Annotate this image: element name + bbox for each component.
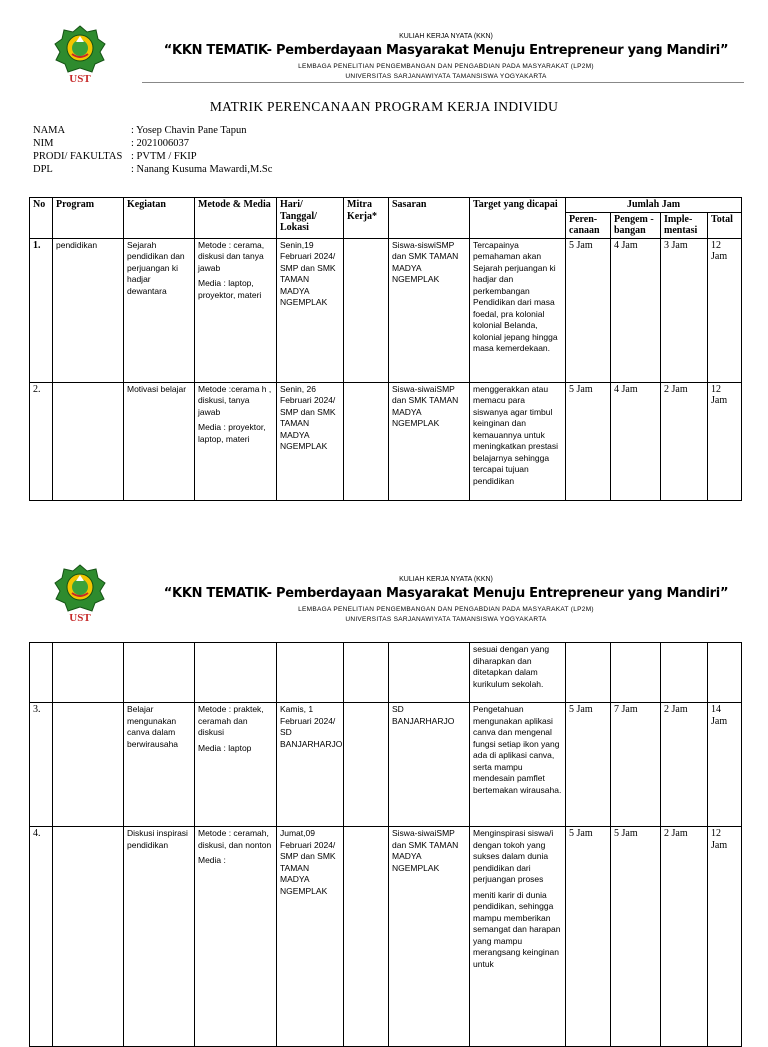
cell-mitra (344, 703, 389, 827)
cell-target (470, 703, 566, 827)
cell-program (53, 643, 124, 703)
col-header-implementasi: Imple-mentasi (661, 212, 708, 238)
table-row (30, 382, 742, 500)
info-label: PRODI/ FAKULTAS (33, 151, 123, 162)
cell-perencanaan: 5 Jam (566, 382, 611, 500)
header-program-label: KULIAH KERJA NYATA (KKN) (399, 576, 493, 583)
cell-mitra (344, 827, 389, 1047)
cell-sasaran: Siswa-siwaiSMP dan SMK TAMAN MADYA NGEMPLAK (389, 827, 470, 1047)
cell-no: 3. (30, 703, 53, 827)
cell-perencanaan: 5 Jam (566, 827, 611, 1047)
cell-total (708, 643, 742, 703)
cell-total: 12 Jam (708, 238, 742, 382)
cell-program (53, 827, 124, 1047)
info-value: : Nanang Kusuma Mawardi,M.Sc (131, 164, 273, 175)
table-row (30, 238, 742, 382)
cell-metode (195, 643, 277, 703)
cell-perencanaan (566, 643, 611, 703)
cell-target (470, 827, 566, 1047)
cell-sasaran (389, 643, 470, 703)
cell-target (470, 643, 566, 703)
svg-text:UST: UST (69, 73, 91, 84)
cell-total: 14 Jam (708, 703, 742, 827)
header-institute: LEMBAGA PENELITIAN PENGEMBANGAN DAN PENGABDIAN PADA MASYARAKAT (LP2M) (298, 606, 594, 613)
university-logo (54, 563, 106, 623)
program-table-continued (29, 642, 742, 1047)
table-row (30, 703, 742, 827)
info-value: : 2021006037 (131, 138, 190, 149)
cell-hari: Senin,19 Februari 2024/ SMP dan SMK TAMAN MADYA NGEMPLAK (277, 238, 344, 382)
cell-no: 2. (30, 382, 53, 500)
cell-pengembangan: 5 Jam (611, 827, 661, 1047)
program-table (29, 197, 742, 501)
cell-perencanaan: 5 Jam (566, 238, 611, 382)
cell-program (53, 382, 124, 500)
cell-implementasi (661, 643, 708, 703)
cell-no: 4. (30, 827, 53, 1047)
cell-target (470, 382, 566, 500)
cell-sasaran: Siswa-siwaiSMP dan SMK TAMAN MADYA NGEMPLAK (389, 382, 470, 500)
table-row (30, 827, 742, 1047)
cell-kegiatan: Diskusi inspirasi pendidikan (124, 827, 195, 1047)
info-value: : PVTM / FKIP (131, 151, 197, 162)
cell-mitra (344, 643, 389, 703)
metode-text: Metode : cerama, diskusi dan tanya jawab (198, 239, 265, 273)
col-header-target: Target yang dicapai (470, 198, 566, 239)
cell-kegiatan (124, 643, 195, 703)
media-text: Media : (198, 855, 226, 865)
cell-metode (195, 703, 277, 827)
col-header-kegiatan: Kegiatan (124, 198, 195, 239)
cell-pengembangan: 7 Jam (611, 703, 661, 827)
cell-kegiatan: Sejarah pendidikan dan perjuangan ki hadjar dewantara (124, 238, 195, 382)
target-text: Menginspirasi siswa/i dengan tokoh yang sukses dalam dunia pendidikan dari perjuangan proses (473, 828, 554, 884)
cell-mitra (344, 238, 389, 382)
header-theme-title: “KKN TEMATIK- Pemberdayaan Masyarakat Menuju Entrepreneur yang Mandiri” (163, 586, 729, 601)
col-header-program: Program (53, 198, 124, 239)
col-header-hari: Hari/ Tanggal/ Lokasi (277, 198, 344, 239)
col-header-jumlah-jam: Jumlah Jam (566, 198, 742, 213)
col-header-sasaran: Sasaran (389, 198, 470, 239)
col-header-perencanaan: Peren-canaan (566, 212, 611, 238)
cell-no: 1. (30, 238, 53, 382)
media-text: Media : laptop (198, 742, 252, 753)
header-university: UNIVERSITAS SARJANAWIYATA TAMANSISWA YOGYAKARTA (345, 73, 547, 80)
cell-total: 12 Jam (708, 382, 742, 500)
header-theme-title: “KKN TEMATIK- Pemberdayaan Masyarakat Menuju Entrepreneur yang Mandiri” (163, 43, 729, 58)
col-header-metode: Metode & Media (195, 198, 277, 239)
cell-sasaran: SD BANJARHARJO (389, 703, 470, 827)
cell-total: 12 Jam (708, 827, 742, 1047)
header-program-label: KULIAH KERJA NYATA (KKN) (399, 33, 493, 40)
student-info (33, 124, 272, 176)
cell-metode (195, 827, 277, 1047)
document-title: MATRIK PERENCANAAN PROGRAM KERJA INDIVIDU (209, 99, 559, 114)
target-text: menggerakkan atau memacu para siswanya agar timbul keinginan dan kemauannya untuk meningkatkan prestasi belajarnya sehingga tercapai tujuan pendidikan (473, 383, 559, 486)
cell-implementasi: 2 Jam (661, 382, 708, 500)
info-label: DPL (33, 164, 53, 175)
target-text: Pengetahuan mengunakan aplikasi canva dan mengenal fungsi setiap ikon yang ada di aplikasi canva, serta mampu mendesain pamflet bertemakan wirausaha. (473, 704, 562, 795)
media-text: Media : laptop, proyektor, materi (198, 278, 262, 300)
cell-implementasi: 2 Jam (661, 827, 708, 1047)
cell-perencanaan: 5 Jam (566, 703, 611, 827)
cell-hari: Kamis, 1 Februari 2024/ SD BANJARHARJO (277, 703, 344, 827)
cell-kegiatan: Motivasi belajar (124, 382, 195, 500)
info-label: NIM (33, 138, 54, 149)
cell-kegiatan: Belajar mengunakan canva dalam berwirausaha (124, 703, 195, 827)
cell-sasaran: Siswa-siswiSMP dan SMK TAMAN MADYA NGEMPLAK (389, 238, 470, 382)
cell-no (30, 643, 53, 703)
col-header-total: Total (708, 212, 742, 238)
cell-implementasi: 3 Jam (661, 238, 708, 382)
target-text: sesuai dengan yang diharapkan dan ditetapkan dalam kurikulum sekolah. (473, 644, 550, 689)
cell-program (53, 703, 124, 827)
info-label: NAMA (33, 125, 66, 136)
cell-metode (195, 238, 277, 382)
cell-metode (195, 382, 277, 500)
cell-implementasi: 2 Jam (661, 703, 708, 827)
cell-program: pendidikan (53, 238, 124, 382)
svg-text:UST: UST (69, 612, 91, 623)
table-row (30, 643, 742, 703)
col-header-mitra: Mitra Kerja* (344, 198, 389, 239)
col-header-no: No (30, 198, 53, 239)
metode-text: Metode : praktek, ceramah dan diskusi (198, 704, 264, 737)
cell-target (470, 238, 566, 382)
info-value: : Yosep Chavin Pane Tapun (131, 125, 247, 136)
cell-hari (277, 643, 344, 703)
header-institute: LEMBAGA PENELITIAN PENGEMBANGAN DAN PENGABDIAN PADA MASYARAKAT (LP2M) (298, 63, 594, 70)
header-divider (142, 82, 744, 83)
metode-text: Metode : ceramah, diskusi, dan nonton (198, 828, 272, 850)
target-text: meniti karir di dunia pendidikan, sehingga mampu memberikan semangat dan harapan yang mampu merangsang keinginan untuk (473, 889, 561, 969)
media-text: Media : proyektor, laptop, materi (198, 422, 266, 444)
cell-pengembangan: 4 Jam (611, 238, 661, 382)
table-header-row (30, 198, 742, 213)
target-text: Tercapainya pemahaman akan Sejarah perjuangan ki hadjar dan perkembangan Pendidikan dari masa foedal, pra kolonial kolonial Belanda, kolonial jepang hingga masa kemerdekaan. (473, 239, 558, 353)
header-university: UNIVERSITAS SARJANAWIYATA TAMANSISWA YOGYAKARTA (345, 616, 547, 623)
cell-pengembangan (611, 643, 661, 703)
metode-text: Metode :cerama h , diskusi, tanya jawab (198, 383, 272, 417)
col-header-pengembangan: Pengem -bangan (611, 212, 661, 238)
cell-hari: Senin, 26 Februari 2024/ SMP dan SMK TAMAN MADYA NGEMPLAK (277, 382, 344, 500)
university-logo (54, 24, 106, 84)
cell-hari: Jumat,09 Februari 2024/ SMP dan SMK TAMAN MADYA NGEMPLAK (277, 827, 344, 1047)
cell-mitra (344, 382, 389, 500)
cell-pengembangan: 4 Jam (611, 382, 661, 500)
